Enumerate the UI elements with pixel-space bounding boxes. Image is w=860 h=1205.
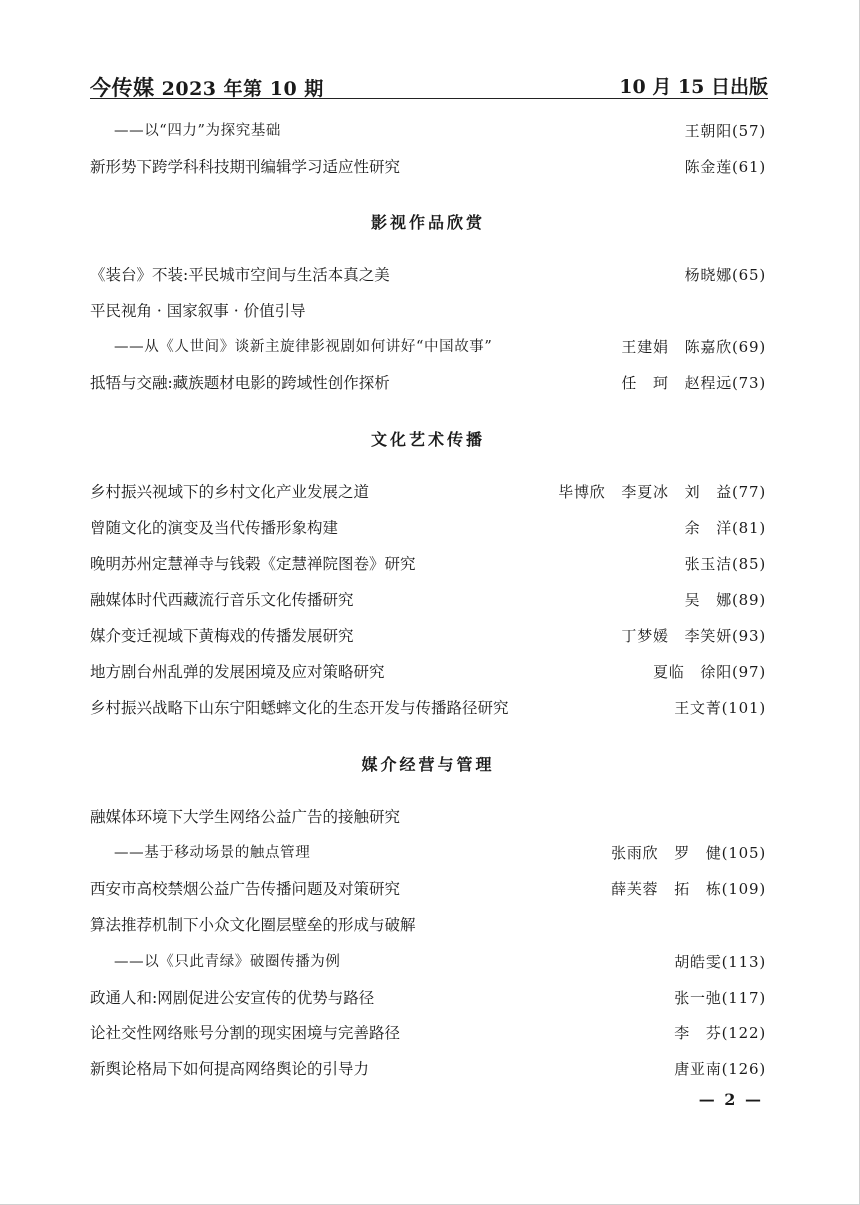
toc-entry-subtitle [90,840,766,866]
entry-title: 融媒体环境下大学生网络公益广告的接触研究 [90,808,401,826]
toc-entry [90,1020,766,1046]
entry-title: 媒介变迁视域下黄梅戏的传播发展研究 [90,627,354,645]
running-header [90,68,768,99]
header-issue-info [90,72,324,102]
page-number: — 2 — [698,1090,763,1109]
section-heading: 影视作品欣赏 [370,213,485,232]
magazine-name: 今传媒 [90,75,155,100]
section-heading: 文化艺术传播 [370,430,485,449]
toc-entry [90,1056,766,1082]
entry-title: 平民视角 · 国家叙事 · 价值引导 [90,302,306,320]
entry-authors: 王朝阳(57) [684,122,766,140]
entry-authors: 杨晓娜(65) [684,266,766,284]
entry-authors: 吴 娜(89) [684,591,766,609]
toc-entry-subtitle [90,118,766,144]
entry-subtitle: ——从《人世间》谈新主旋律影视剧如何讲好“中国故事” [114,339,493,355]
toc-entry [90,551,766,577]
entry-authors: 王文菁(101) [674,699,766,717]
entry-title: 融媒体时代西藏流行音乐文化传播研究 [90,591,354,609]
entry-authors: 张雨欣 罗 健(105) [611,844,766,862]
entry-title: 《装台》不装:平民城市空间与生活本真之美 [90,266,390,284]
section-heading: 媒介经营与管理 [361,755,495,774]
toc-entry [90,262,766,288]
entry-subtitle: ——以《只此青绿》破圈传播为例 [114,954,341,970]
entry-authors: 唐亚南(126) [674,1060,766,1078]
toc-entry [90,912,766,938]
entry-authors: 李 芬(122) [674,1024,766,1042]
entry-title: 算法推荐机制下小众文化圈层壁垒的形成与破解 [90,916,416,934]
toc-entry [90,985,766,1011]
entry-authors: 王建娟 陈嘉欣(69) [621,338,766,356]
issue-number: 2023 年第 10 期 [161,78,324,100]
toc-entry [90,154,766,180]
toc-entry-subtitle [90,334,766,360]
toc-entry-subtitle [90,949,766,975]
entry-title: 抵牾与交融:藏族题材电影的跨域性创作探析 [90,374,390,392]
entry-title: 西安市高校禁烟公益广告传播问题及对策研究 [90,880,401,898]
toc-entry [90,587,766,613]
entry-title: 新舆论格局下如何提高网络舆论的引导力 [90,1060,370,1078]
toc-entry [90,659,766,685]
entry-title: 乡村振兴战略下山东宁阳蟋蟀文化的生态开发与传播路径研究 [90,699,509,717]
entry-authors: 陈金莲(61) [684,158,766,176]
entry-title: 曾随文化的演变及当代传播形象构建 [90,519,339,537]
toc-entry [90,695,766,721]
entry-title: 乡村振兴视域下的乡村文化产业发展之道 [90,483,370,501]
entry-subtitle: ——基于移动场景的触点管理 [114,845,311,861]
toc-entry [90,479,766,505]
toc-entry [90,515,766,541]
entry-title: 政通人和:网剧促进公安宣传的优势与路径 [90,989,375,1007]
entry-title: 地方剧台州乱弹的发展困境及应对策略研究 [90,663,385,681]
entry-authors: 胡皓雯(113) [674,953,766,971]
toc-entry [90,876,766,902]
toc-entry [90,804,766,830]
entry-authors: 张一弛(117) [674,989,766,1007]
entry-authors: 薛芙蓉 拓 栋(109) [611,880,766,898]
entry-authors: 余 洋(81) [684,519,766,537]
toc-entry [90,623,766,649]
entry-authors: 张玉洁(85) [684,555,766,573]
publication-date: 10 月 15 日出版 [619,76,768,98]
entry-title: 论社交性网络账号分割的现实困境与完善路径 [90,1024,401,1042]
entry-title: 晚明苏州定慧禅寺与钱榖《定慧禅院图卷》研究 [90,555,416,573]
toc-entry [90,370,766,396]
entry-authors: 夏临 徐阳(97) [653,663,766,681]
entry-authors: 任 珂 赵程远(73) [621,374,766,392]
entry-subtitle: ——以“四力”为探究基础 [114,123,282,139]
entry-authors: 毕博欣 李夏冰 刘 益(77) [558,483,766,501]
entry-authors: 丁梦媛 李笑妍(93) [621,627,766,645]
toc-entry [90,298,766,324]
entry-title: 新形势下跨学科科技期刊编辑学习适应性研究 [90,158,401,176]
